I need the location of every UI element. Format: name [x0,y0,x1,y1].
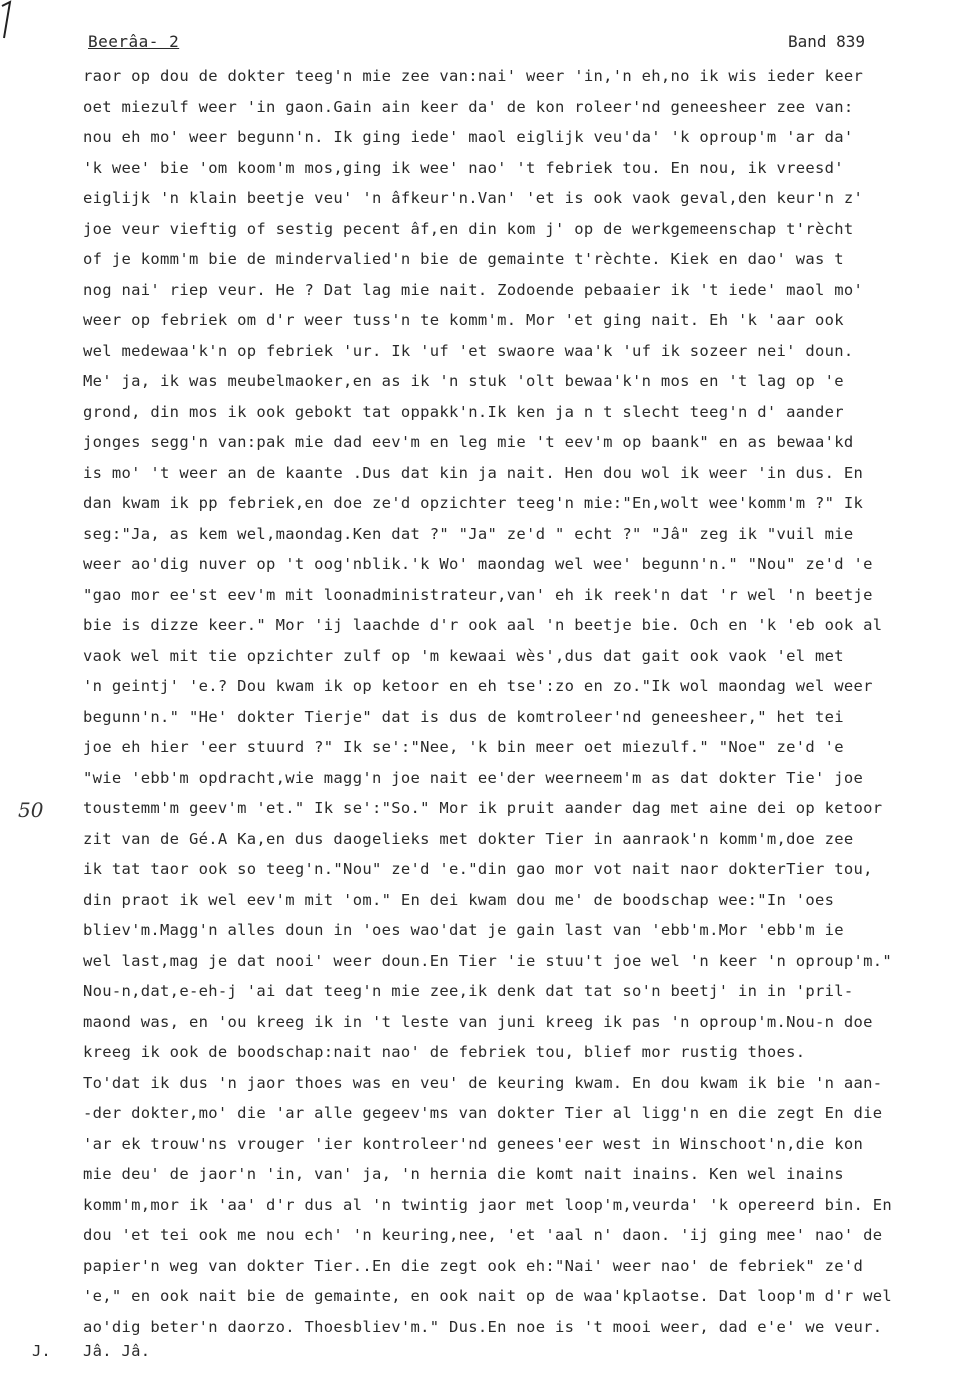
text-line: papier'n weg van dokter Tier..En die zegt ook eh:"Nai' weer nao' de febriek" ze'd [83,1256,864,1275]
handwritten-margin-number: 50 [18,798,44,822]
text-line: oet miezulf weer 'in gaon.Gain ain keer da' de kon roleer'nd geneesheer zee van: [83,97,854,116]
text-line: wel last,mag je dat nooi' weer doun.En Tier 'ie stuu't joe wel 'n keer 'n oproup'm." [83,951,893,970]
text-line: kreeg ik ook de boodschap:nait nao' de febriek tou, blief mor rustig thoes. [83,1043,806,1061]
text-line: of je komm'm bie de mindervalied'n bie de gemainte t'rèchte. Kiek en dao' was t [83,250,844,268]
text-line: nog nai' riep veur. He ? Dat lag mie nait. Zodoende pebaaier ik 't iede' maol mo' [83,280,864,299]
text-line: eiglijk 'n klain beetje veu' 'n âfkeur'n.Van' 'et is ook vaok geval,den keur'n z' [83,189,864,207]
text-line: dan kwam ik pp febriek,en doe ze'd opzichter teeg'n mie:"En,wolt wee'komm'm ?" Ik [83,494,864,512]
text-line: maond was, en 'ou kreeg ik in 't leste van juni kreeg ik pas 'n oproup'm.Nou-n doe [83,1012,873,1031]
text-line: seg:"Ja, as kem wel,maondag.Ken dat ?" "Ja" ze'd " echt ?" "Jâ" zeg ik "vuil mie [83,524,854,543]
text-line: jonges segg'n van:pak mie dad eev'm en leg mie 't eev'm op baank" en as bewaa'kd [83,433,854,451]
speaker-reply: Jâ. Jâ. [83,1342,151,1360]
text-line: wel medewaa'k'n op febriek 'ur. Ik 'uf 'et swaore waa'k 'uf ik sozeer nei' doun. [83,341,854,360]
text-line: zit van de Gé.A Ka,en dus daogelieks met dokter Tier in aanraok'n komm'm,doe zee [83,829,854,848]
text-line: ik tat taor ook so teeg'n."Nou" ze'd 'e."din gao mor vot nait naor dokterTier tou, [83,860,873,878]
text-line: komm'm,mor ik 'aa' d'r dus al 'n twintig jaor met loop'm,veurda' 'k opereerd bin. En [83,1195,893,1214]
text-line: raor op dou de dokter teeg'n mie zee van:nai' weer 'in,'n eh,no ik wis ieder keer [83,67,864,85]
text-line: begunn'n." "He' dokter Tierje" dat is dus de komtroleer'nd geneesheer," het tei [83,707,844,726]
text-line: is mo' 't weer an de kaante .Dus dat kin ja nait. Hen dou wol ik weer 'in dus. En [83,463,864,482]
text-line: -der dokter,mo' die 'ar alle gegeev'ms van dokter Tier al ligg'n en die zegt En die [83,1104,883,1122]
page-header-band-number: Band 839 [788,32,866,51]
page-header-title: Beerâa- 2 [88,32,180,51]
text-line: Me' ja, ik was meubelmaoker,en as ik 'n stuk 'olt bewaa'k'n mos en 't lag op 'e [83,372,844,390]
text-line: joe veur vieftig of sestig pecent âf,en din kom j' op de werkgemeenschap t'rècht [83,219,854,238]
text-line: Nou-n,dat,e-eh-j 'ai dat teeg'n mie zee,ik denk dat tat so'n beetj' in in 'pril- [83,982,854,1000]
text-line: nou eh mo' weer begunn'n. Ik ging iede' maol eiglijk veu'da' 'k oproup'm 'ar da' [83,128,854,146]
text-line: 'n geintj' 'e.? Dou kwam ik op ketoor en eh tse':zo en zo."Ik wol maondag wel weer [83,677,873,695]
corner-pen-mark [0,0,24,40]
text-line: To'dat ik dus 'n jaor thoes was en veu' de keuring kwam. En dou kwam ik bie 'n aan- [83,1073,883,1092]
text-line: 'e," en ook nait bie de gemainte, en ook nait op de waa'kplaotse. Dat loop'm d'r wel [83,1287,893,1305]
text-line: weer ao'dig nuver op 't oog'nblik.'k Wo' maondag wel wee' begunn'n." "Nou" ze'd 'e [83,555,873,573]
text-line: 'ar ek trouw'ns vrouger 'ier kontroleer'nd genees'eer west in Winschoot'n,die kon [83,1134,864,1153]
speaker-label: J. [32,1342,51,1360]
text-line: 'k wee' bie 'om koom'm mos,ging ik wee' nao' 't febriek tou. En nou, ik vreesd' [83,158,844,177]
text-line: ao'dig beter'n daorzo. Thoesbliev'm." Dus.En noe is 't mooi weer, dad e'e' we veur. [83,1317,883,1336]
text-line: toustemm'm geev'm 'et." Ik se':"So." Mor ik pruit aander dag met aine dei op ketoor [83,799,883,817]
text-line: bliev'm.Magg'n alles doun in 'oes wao'dat je gain last van 'ebb'm.Mor 'ebb'm ie [83,921,844,939]
text-line: dou 'et tei ook me nou ech' 'n keuring,nee, 'et 'aal n' daon. 'ij ging mee' nao' de [83,1226,883,1244]
text-line: din praot ik wel eev'm mit 'om." En dei kwam dou me' de boodschap wee:"In 'oes [83,890,835,909]
text-line: joe eh hier 'eer stuurd ?" Ik se':"Nee, 'k bin meer oet miezulf." "Noe" ze'd 'e [83,738,844,756]
text-line: vaok wel mit tie opzichter zulf op 'm kewaai wès',dus dat gait ook vaok 'el met [83,646,844,665]
transcript-body [83,61,968,1342]
text-line: mie deu' de jaor'n 'in, van' ja, 'n hernia die komt nait inains. Ken wel inains [83,1165,844,1183]
text-line: grond, din mos ik ook gebokt tat oppakk'n.Ik ken ja n t slecht teeg'n d' aander [83,402,844,421]
text-line: "gao mor ee'st eev'm mit loonadministrateur,van' eh ik reek'n dat 'r wel 'n beetje [83,585,873,604]
text-line: "wie 'ebb'm opdracht,wie magg'n joe nait ee'der weerneem'm as dat dokter Tie' joe [83,768,864,787]
text-line: bie is dizze keer." Mor 'ij laachde d'r ook aal 'n beetje bie. Och en 'k 'eb ook al [83,616,883,634]
text-line: weer op febriek om d'r weer tuss'n te komm'm. Mor 'et ging nait. Eh 'k 'aar ook [83,311,844,329]
